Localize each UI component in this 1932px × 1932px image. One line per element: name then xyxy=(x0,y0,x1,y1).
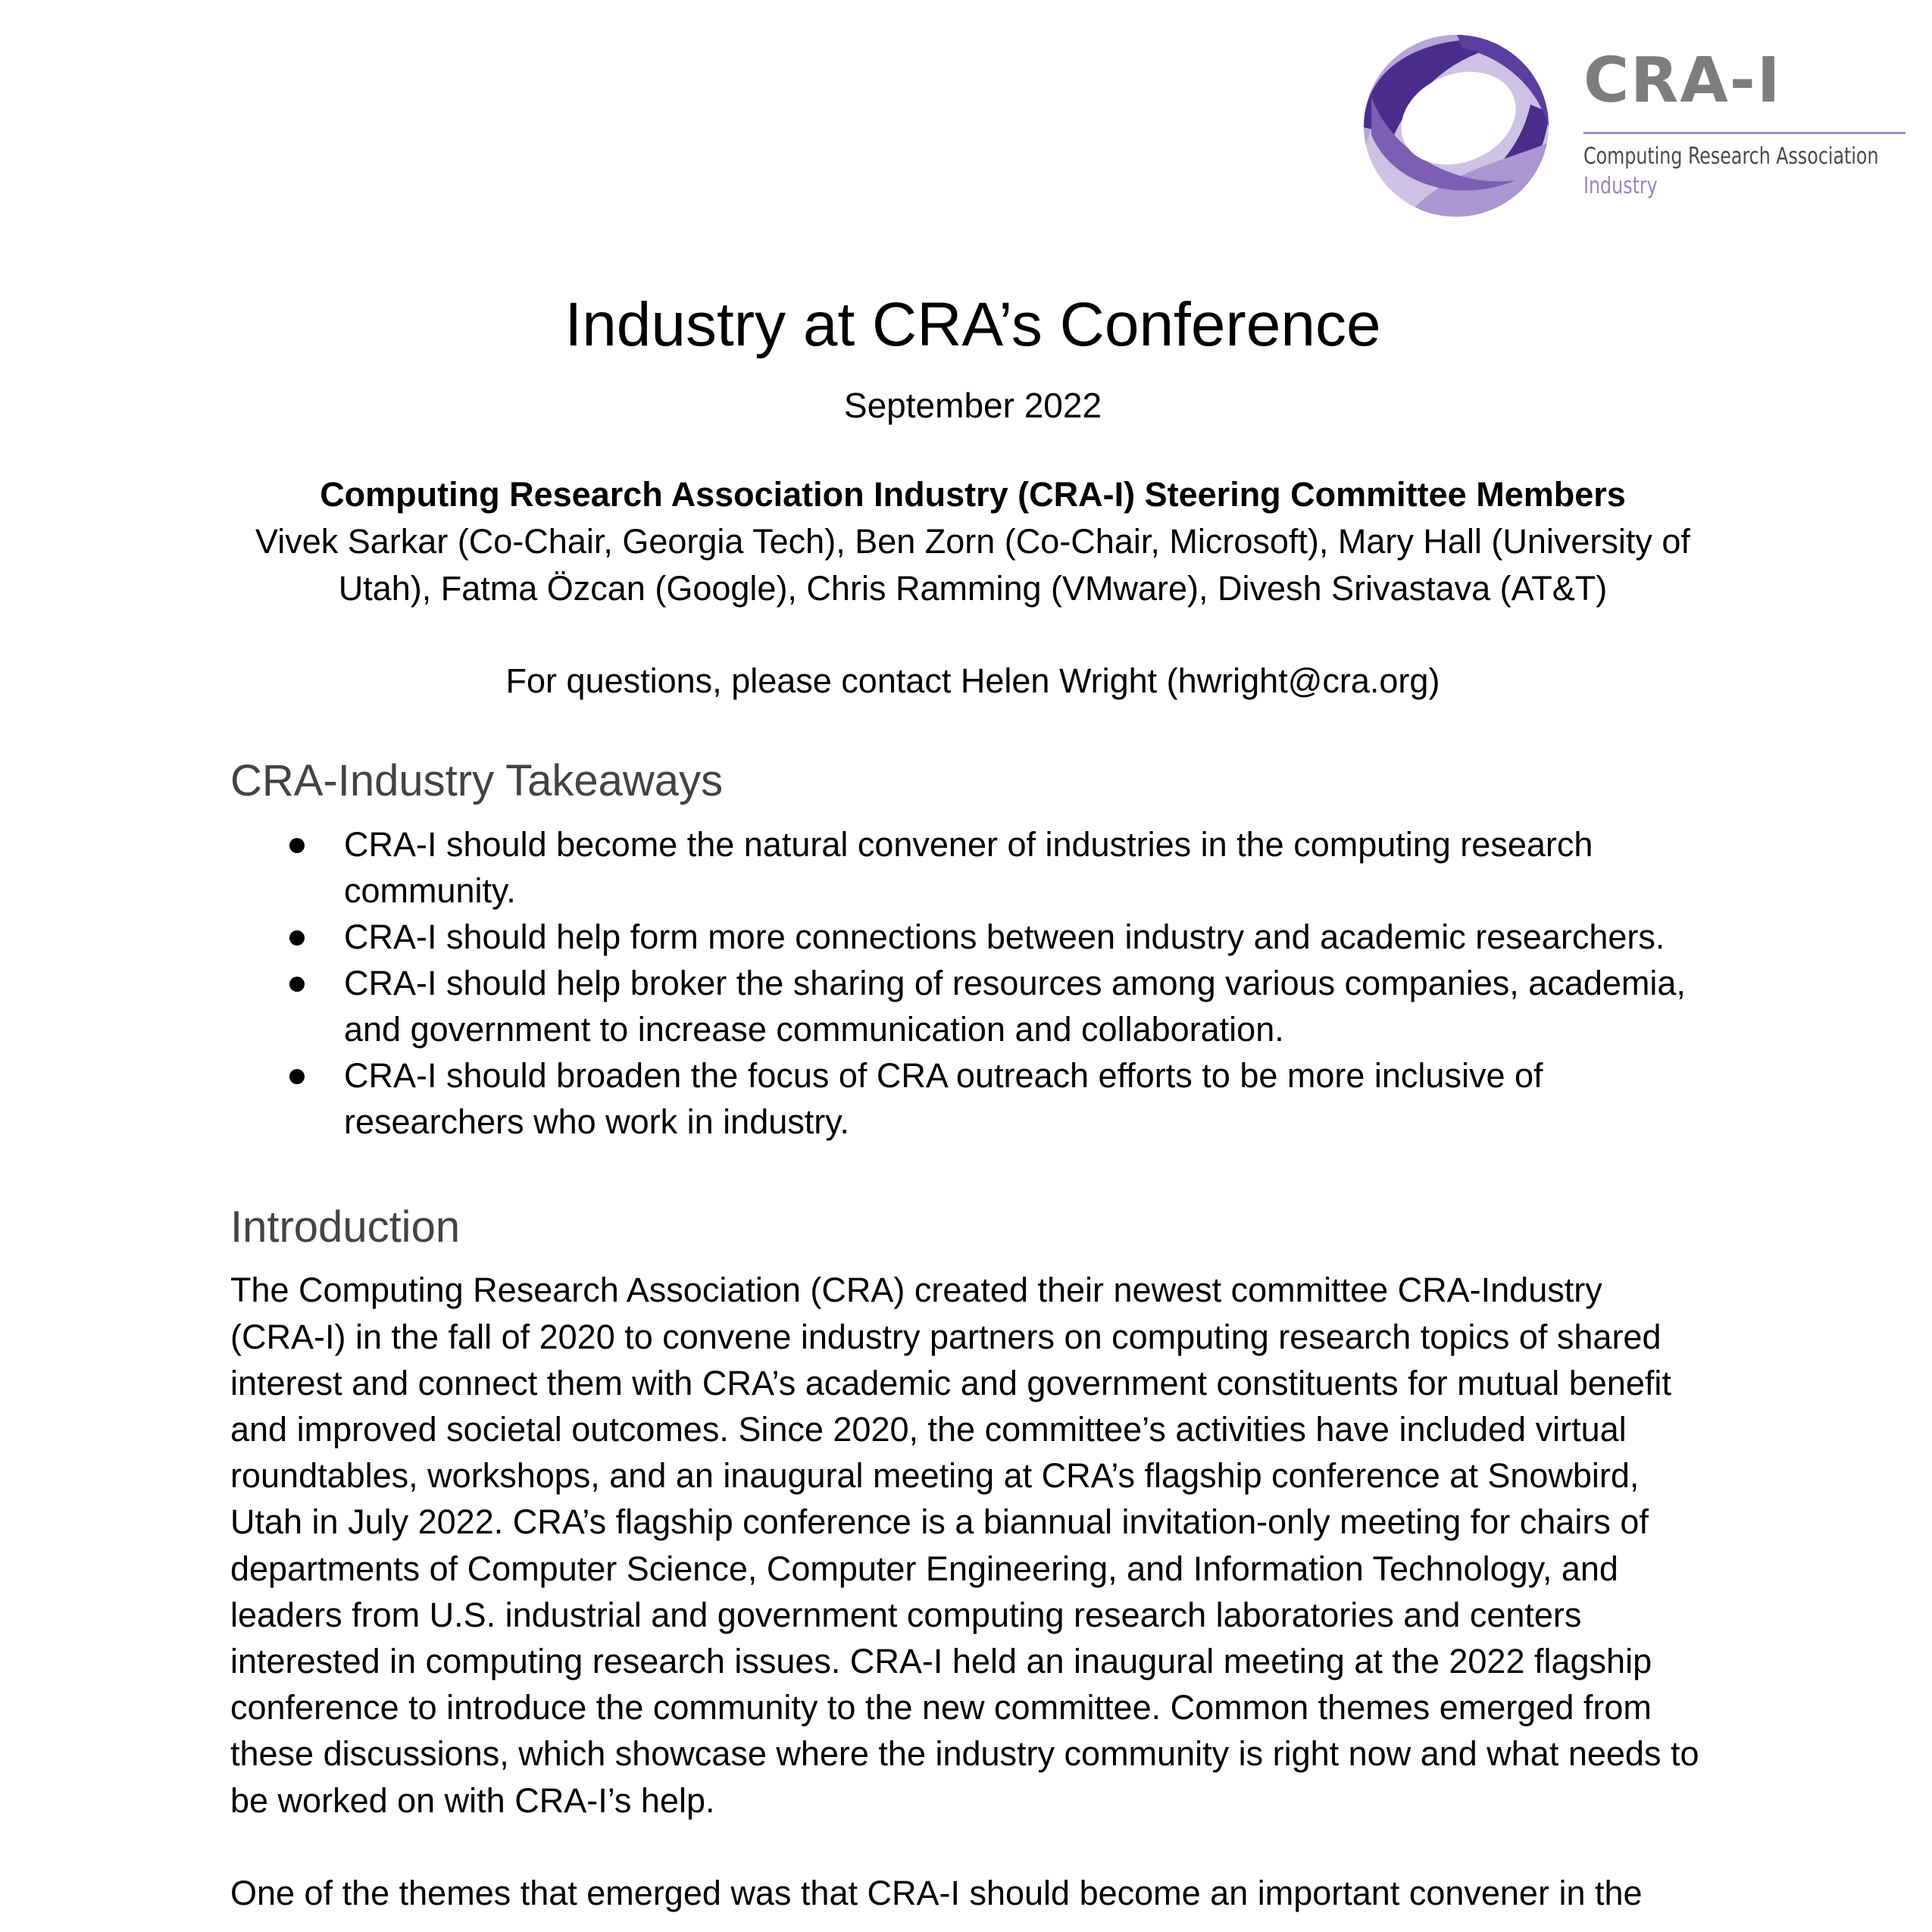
takeaways-list xyxy=(230,821,1715,1145)
document-date: September 2022 xyxy=(843,386,1102,426)
list-item-text: CRA-I should help form more connections between industry and academic researchers. xyxy=(344,917,1665,956)
committee-members: Vivek Sarkar (Co-Chair, Georgia Tech), Ben Zorn (Co-Chair, Microsoft), Mary Hall (University of Utah), Fatma Özcan (Google), Chris Ramming (VMware), Divesh Srivastava (AT&T) xyxy=(255,522,1690,608)
bullet-icon xyxy=(289,1069,305,1084)
list-item-text: CRA-I should become the natural convener of industries in the computing research community. xyxy=(344,824,1593,910)
bullet-icon xyxy=(289,930,305,946)
bullet-icon xyxy=(289,838,305,853)
list-item-text: CRA-I should broaden the focus of CRA outreach efforts to be more inclusive of researchers who work in industry. xyxy=(344,1055,1543,1141)
document-title: Industry at CRA’s Conference xyxy=(564,290,1381,359)
document-page xyxy=(230,288,1715,1916)
list-item xyxy=(230,821,1715,914)
logo-organization-name: Computing Research Association xyxy=(1583,143,1879,170)
introduction-paragraph-continued: One of the themes that emerged was that CRA-I should become an important convener in the xyxy=(230,1873,1643,1912)
cra-i-logo xyxy=(1364,29,1909,226)
introduction-heading: Introduction xyxy=(230,1202,461,1252)
contact-line: For questions, please contact Helen Wright (hwright@cra.org) xyxy=(505,661,1440,701)
logo-acronym: CRA-I xyxy=(1583,45,1782,117)
introduction-paragraph: The Computing Research Association (CRA) created their newest committee CRA-Industry (CRA-I) in the fall of 2020 to convene industry partners on computing research topics of shared interest and connect them with CRA’s academic and government constituents for mutual benefit and improved societal outcomes. Since 2020, the committee’s activities have included virtual roundtables, workshops, and an inaugural meeting at CRA’s flagship conference at Snowbird, Utah in July 2022. CRA’s flagship conference is a biannual invitation-only meeting for chairs of departments of Computer Science, Computer Engineering, and Information Technology, and leaders from U.S. industrial and government computing research laboratories and centers interested in computing research issues. CRA-I held an inaugural meeting at the 2022 flagship conference to introduce the community to the new committee. Common themes emerged from these discussions, which showcase where the industry community is right now and what needs to be worked on with CRA-I’s help. xyxy=(230,1271,1699,1820)
list-item xyxy=(230,914,1715,960)
committee-block xyxy=(230,471,1715,612)
logo-subtitle: Industry xyxy=(1583,173,1658,199)
list-item xyxy=(230,960,1715,1052)
cra-i-logo-mark-icon xyxy=(1364,29,1553,218)
logo-divider xyxy=(1583,132,1905,134)
list-item-text: CRA-I should help broker the sharing of resources among various companies, academia, and government to increase communication and collaboration. xyxy=(344,963,1686,1049)
committee-heading: Computing Research Association Industry (CRA-I) Steering Committee Members xyxy=(320,475,1626,514)
list-item xyxy=(230,1052,1715,1145)
bullet-icon xyxy=(289,977,305,992)
takeaways-heading: CRA-Industry Takeaways xyxy=(230,756,724,806)
logo-text xyxy=(1583,29,1917,199)
